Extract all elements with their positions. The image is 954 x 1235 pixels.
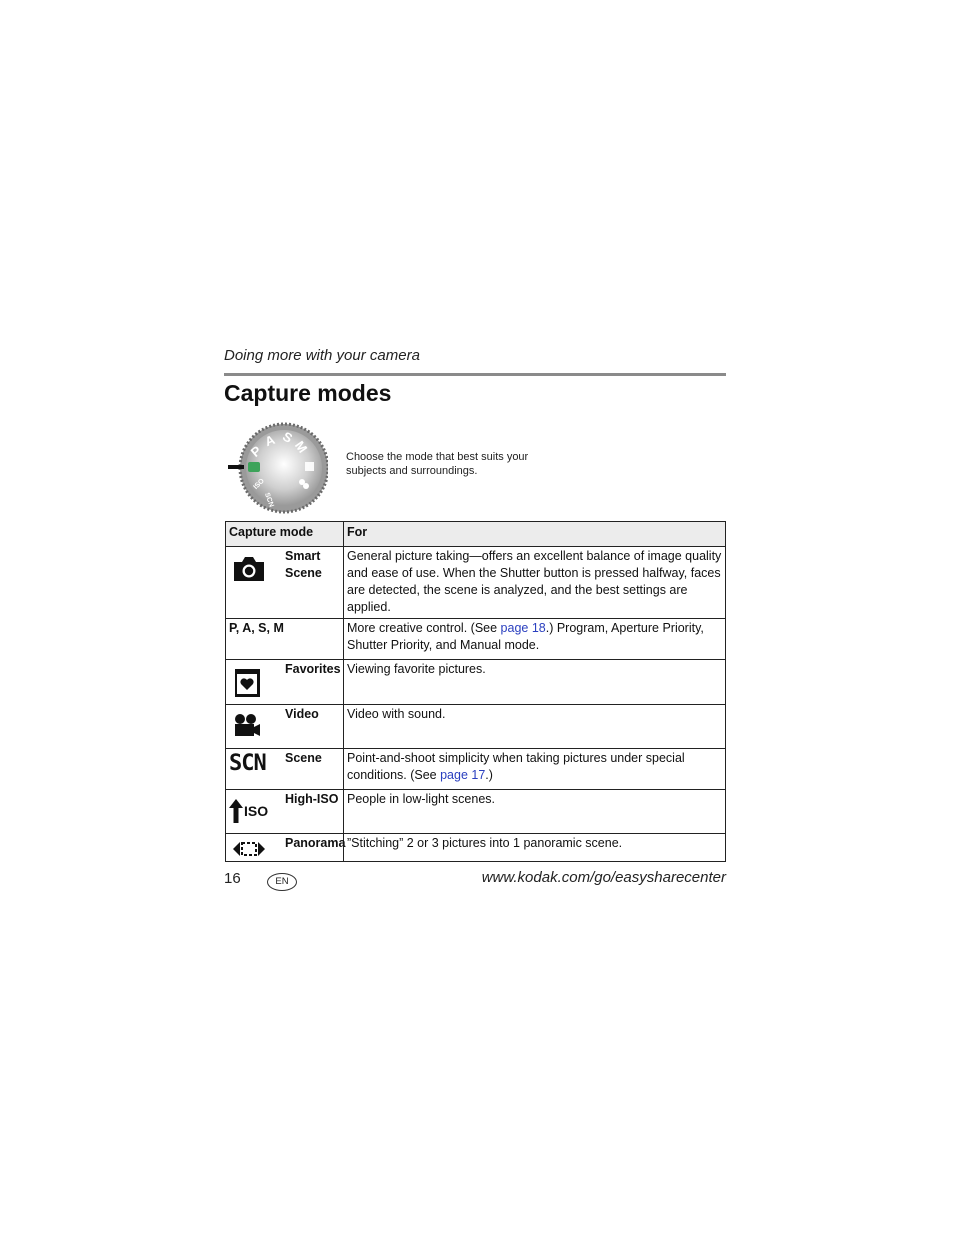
dial-label-scn: SCN [262,491,275,509]
dial-label-p: P [247,442,265,460]
camera-icon [232,555,266,583]
dial-caption: Choose the mode that best suits your subjects and surroundings. [346,451,529,477]
mode-description [344,749,726,790]
mode-name: Smart Scene [285,549,322,580]
page-number: 16 [224,870,241,887]
description-text: .) Program, Aperture Priority, Shutter Priority, and Manual mode. [347,621,704,652]
column-header-mode: Capture mode [226,522,344,547]
mode-cell [226,705,344,749]
table-row-smart-scene [226,547,726,619]
mode-cell [226,619,344,660]
description-text: More creative control. (See [347,621,501,635]
mode-description: Video with sound. [344,705,726,749]
mode-description [344,619,726,660]
dial-label-s: S [280,428,296,446]
table-header-row [226,522,726,547]
table-row-pasm [226,619,726,660]
mode-name: Favorites [285,662,341,676]
video-camera-icon [232,713,262,739]
mode-cell [226,660,344,705]
high-iso-icon-label: ISO [244,803,269,819]
mode-description: General picture taking—offers an excellent balance of image quality and ease of use. When the Shutter button is pressed halfway, faces are detected, the scene is analyzed, and the best settings are applied. [344,547,726,619]
mode-cell [226,749,344,790]
footer-url[interactable]: www.kodak.com/go/easysharecenter [481,869,726,886]
description-text: Point-and-shoot simplicity when taking pictures under special conditions. (See [347,751,685,782]
mode-cell [226,834,344,862]
page-18-link[interactable]: page 18 [500,621,546,635]
favorites-icon [232,667,262,699]
description-text: .) [485,768,493,782]
mode-name: Video [285,707,319,721]
mode-name: Scene [285,751,322,765]
panorama-icon [232,841,266,857]
dial-label-a: A [262,431,277,450]
mode-cell [226,547,344,619]
table-row-favorites [226,660,726,705]
scn-icon: SCN [229,751,266,776]
capture-modes-table [225,521,726,862]
mode-description: People in low-light scenes. [344,790,726,834]
dial-label-iso: ISO [252,477,266,492]
table-row-high-iso [226,790,726,834]
mode-cell [226,790,344,834]
table-row-scene [226,749,726,790]
mode-dial-icon [228,422,328,514]
dial-label-m: M [291,438,311,456]
mode-name: P, A, S, M [229,621,284,635]
mode-description: ”Stitching” 2 or 3 pictures into 1 panoramic scene. [344,834,726,862]
mode-name: High-ISO [285,792,339,806]
mode-name: Panorama [285,836,346,850]
language-badge: EN [267,873,297,891]
header-caption: Doing more with your camera [224,347,420,364]
table-row-panorama [226,834,726,862]
page-17-link[interactable]: page 17 [440,768,486,782]
high-iso-icon [228,798,244,824]
header-rule [224,373,726,376]
page-title: Capture modes [224,380,392,406]
column-header-for: For [344,522,726,547]
mode-description: Viewing favorite pictures. [344,660,726,705]
table-row-video [226,705,726,749]
